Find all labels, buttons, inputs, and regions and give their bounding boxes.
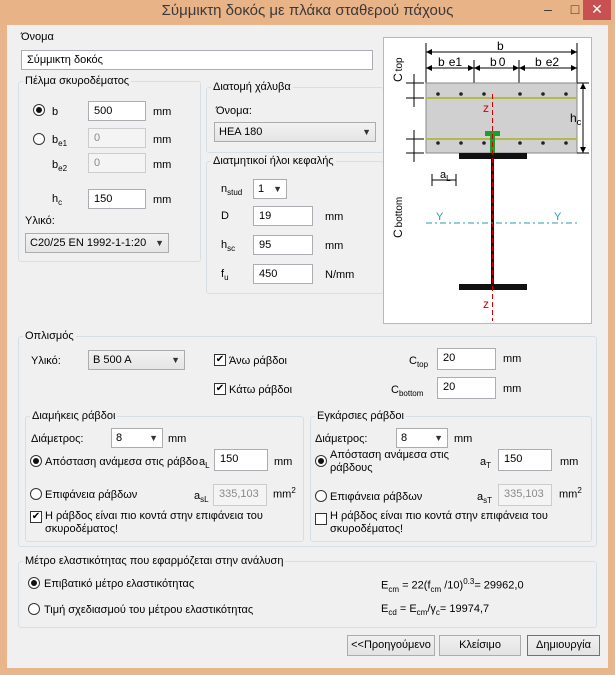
long-near-surface-label: Η ράβδος είναι πιο κοντά στην επιφάνεια του σκυροδέματος!	[45, 510, 263, 535]
bottom-bars-checkbox[interactable]: ✔	[215, 383, 225, 394]
close-window-button[interactable]: ✕	[583, 0, 611, 20]
concrete-slab	[426, 83, 577, 153]
arrow-icon	[580, 147, 586, 153]
design-modulus-radio[interactable]	[28, 603, 40, 615]
arrow-icon	[474, 65, 480, 71]
dim-hc-text: $h_c$	[570, 111, 582, 127]
arrow-icon	[519, 65, 525, 71]
trans-near-surface-label: Η ράβδος είναι πιο κοντά στην επιφάνεια του σκυροδέματος!	[330, 510, 548, 535]
steel-section-select[interactable]: HEA 180 ▼	[214, 122, 376, 142]
minimize-button[interactable]: –	[544, 1, 552, 17]
nstud-label: $n_{stud}$	[221, 183, 243, 198]
trans-spacing-input[interactable]: 150	[498, 449, 552, 471]
steel-name-label: Όνομα:	[216, 105, 252, 117]
name-input[interactable]: Σύμμικτη δοκός	[21, 50, 373, 70]
close-button[interactable]: Κλείσιμο	[439, 635, 521, 656]
be2-label: $b_{e2}$	[52, 159, 68, 174]
ctop-unit: mm	[503, 353, 522, 365]
be1-unit: mm	[153, 134, 172, 146]
arrow-icon	[468, 65, 474, 71]
b-label: b	[52, 106, 59, 118]
secant-modulus-label: Επιβατικό μέτρο ελαστικότητας	[44, 578, 195, 590]
b-input[interactable]: 500	[88, 101, 146, 121]
hc-unit: mm	[153, 194, 172, 206]
ecd-formula: $E_{cd} = E_{cm}/\gamma_c= 19974,7$	[381, 603, 490, 618]
concrete-material-select[interactable]: C20/25 EN 1992-1-1:20 ▼	[25, 233, 169, 253]
reinf-material-label: Υλικό:	[31, 355, 61, 367]
transverse-legend: Εγκάρσιες ράβδοι	[317, 410, 404, 422]
z-axis-label-bottom: z	[483, 297, 489, 311]
arrow-icon	[571, 49, 577, 55]
steel-group-legend: Διατομή χάλυβα	[213, 81, 291, 93]
chevron-down-icon: ▼	[434, 433, 443, 443]
long-diameter-label: Διάμετρος:	[31, 433, 84, 445]
trans-area-input[interactable]: 335,103	[498, 484, 552, 506]
trans-spacing-radio[interactable]	[315, 455, 327, 467]
arrow-icon	[426, 65, 432, 71]
dim-b-text: b	[497, 39, 504, 53]
section-diagram-svg	[384, 38, 591, 323]
b-radio[interactable]	[33, 104, 45, 116]
trans-spacing-symbol: $a_T$	[480, 456, 492, 471]
top-bars-label: Άνω ράβδοι	[229, 355, 287, 367]
name-label: Όνομα	[21, 31, 54, 43]
hc-label: $h_c$	[52, 193, 63, 208]
be1-radio[interactable]	[33, 133, 45, 145]
trans-diameter-unit: mm	[454, 433, 473, 445]
long-area-unit: $mm^2$	[273, 486, 296, 501]
chevron-down-icon: ▼	[149, 433, 158, 443]
chevron-down-icon: ▼	[155, 238, 164, 248]
trans-area-unit: $mm^2$	[559, 486, 582, 501]
hsc-input[interactable]: 95	[253, 235, 313, 255]
long-diameter-unit: mm	[168, 433, 187, 445]
be1-label: $b_{e1}$	[52, 134, 68, 149]
long-spacing-radio[interactable]	[30, 455, 42, 467]
be2-unit: mm	[153, 159, 172, 171]
trans-near-surface-checkbox[interactable]	[315, 513, 327, 525]
long-spacing-symbol: $a_L$	[199, 456, 210, 471]
ctop-label: $C_{top}$	[409, 355, 429, 370]
diameter-D-label: D	[221, 210, 229, 222]
cbottom-label: $C_{bottom}$	[391, 384, 424, 399]
cbottom-unit: mm	[503, 383, 522, 395]
dim-b0-text: b 0	[490, 55, 506, 69]
chevron-down-icon: ▼	[171, 355, 180, 365]
trans-diameter-label: Διάμετρος:	[315, 433, 368, 445]
reinforcement-legend: Οπλισμός	[25, 330, 74, 342]
maximize-button[interactable]: □	[570, 1, 580, 17]
hsc-label: $h_{sc}$	[221, 239, 236, 254]
rebar-material-select[interactable]: B 500 A ▼	[88, 350, 185, 370]
long-area-radio[interactable]	[30, 488, 42, 500]
long-near-surface-checkbox[interactable]: ✔	[31, 511, 41, 522]
bottom-bars-label: Κάτω ράβδοι	[229, 384, 293, 396]
steel-group	[206, 81, 384, 153]
dialog-body	[7, 25, 608, 668]
be2-input[interactable]: 0	[88, 153, 146, 173]
dim-ctop-text: Ctop	[391, 57, 405, 82]
top-bars-checkbox[interactable]: ✔	[215, 354, 225, 365]
section-diagram	[383, 37, 592, 324]
long-area-label: Επιφάνεια ράβδων	[45, 489, 138, 501]
long-spacing-label: Απόσταση ανάμεσα στις ράβδο	[45, 456, 199, 468]
secant-modulus-radio[interactable]	[28, 577, 40, 589]
arrow-icon	[426, 49, 432, 55]
trans-area-radio[interactable]	[315, 490, 327, 502]
chevron-down-icon: ▼	[273, 184, 282, 194]
ecm-formula: $E_{cm} = 22(f_{cm}$ /10)$^{0.3}$= 29962,0	[381, 577, 524, 594]
slab-group-legend: Πέλμα σκυροδέματος	[25, 75, 130, 87]
ctop-input[interactable]: 20	[437, 348, 496, 370]
long-diameter-select[interactable]: 8 ▼	[111, 428, 163, 448]
b-unit: mm	[153, 106, 172, 118]
create-button[interactable]: Δημιουργία	[527, 635, 600, 656]
long-spacing-input[interactable]: 150	[214, 449, 268, 471]
chevron-down-icon: ▼	[362, 127, 371, 137]
z-axis-label-top: z	[483, 101, 489, 115]
dim-cbottom-text: Cbottom	[391, 196, 405, 238]
dim-be2-text: b e2	[535, 55, 560, 69]
elasticity-legend: Μέτρο ελαστικότητας που εφαρμόζεται στην ανάλυση	[25, 555, 284, 567]
title-bar	[0, 0, 615, 24]
studs-group-legend: Διατμητικοί ήλοι κεφαλής	[213, 155, 334, 167]
trans-spacing-label: Απόσταση ανάμεσα στις ράβδους	[330, 449, 449, 474]
fu-input[interactable]: 450	[253, 264, 313, 284]
trans-spacing-unit: mm	[560, 456, 579, 468]
previous-button[interactable]: <<Προηγούμενο	[347, 635, 435, 656]
hc-input[interactable]: 150	[88, 189, 146, 209]
fu-label: $f_u$	[221, 268, 229, 283]
longitudinal-legend: Διαμήκεις ράβδοι	[32, 410, 116, 422]
hsc-unit: mm	[325, 240, 344, 252]
dim-al-text: $a_L$	[440, 169, 451, 183]
diameter-D-input[interactable]: 19	[253, 206, 313, 226]
cbottom-input[interactable]: 20	[437, 377, 496, 399]
y-axis-label-right: Y	[554, 211, 562, 223]
arrow-icon	[580, 83, 586, 89]
long-spacing-unit: mm	[274, 456, 293, 468]
trans-area-symbol: $a_{sT}$	[477, 491, 493, 506]
y-axis-label-left: Y	[436, 211, 444, 223]
slab-material-label: Υλικό:	[25, 215, 55, 227]
arrow-icon	[571, 65, 577, 71]
be1-input[interactable]: 0	[88, 128, 146, 148]
fu-unit: N/mm	[325, 269, 355, 281]
nstud-select[interactable]: 1 ▼	[253, 179, 287, 199]
long-area-input[interactable]: 335,103	[213, 484, 267, 506]
trans-diameter-select[interactable]: 8 ▼	[396, 428, 448, 448]
design-modulus-label: Τιμή σχεδιασμού του μέτρου ελαστικότητας	[44, 604, 254, 616]
long-area-symbol: $a_{sL}$	[194, 490, 209, 505]
arrow-icon	[513, 65, 519, 71]
dim-be1-text: b e1	[438, 55, 463, 69]
window-title: Σύμμικτη δοκός με πλάκα σταθερού πάχους	[161, 2, 454, 19]
diameter-D-unit: mm	[325, 211, 344, 223]
trans-area-label: Επιφάνεια ράβδων	[330, 491, 423, 503]
